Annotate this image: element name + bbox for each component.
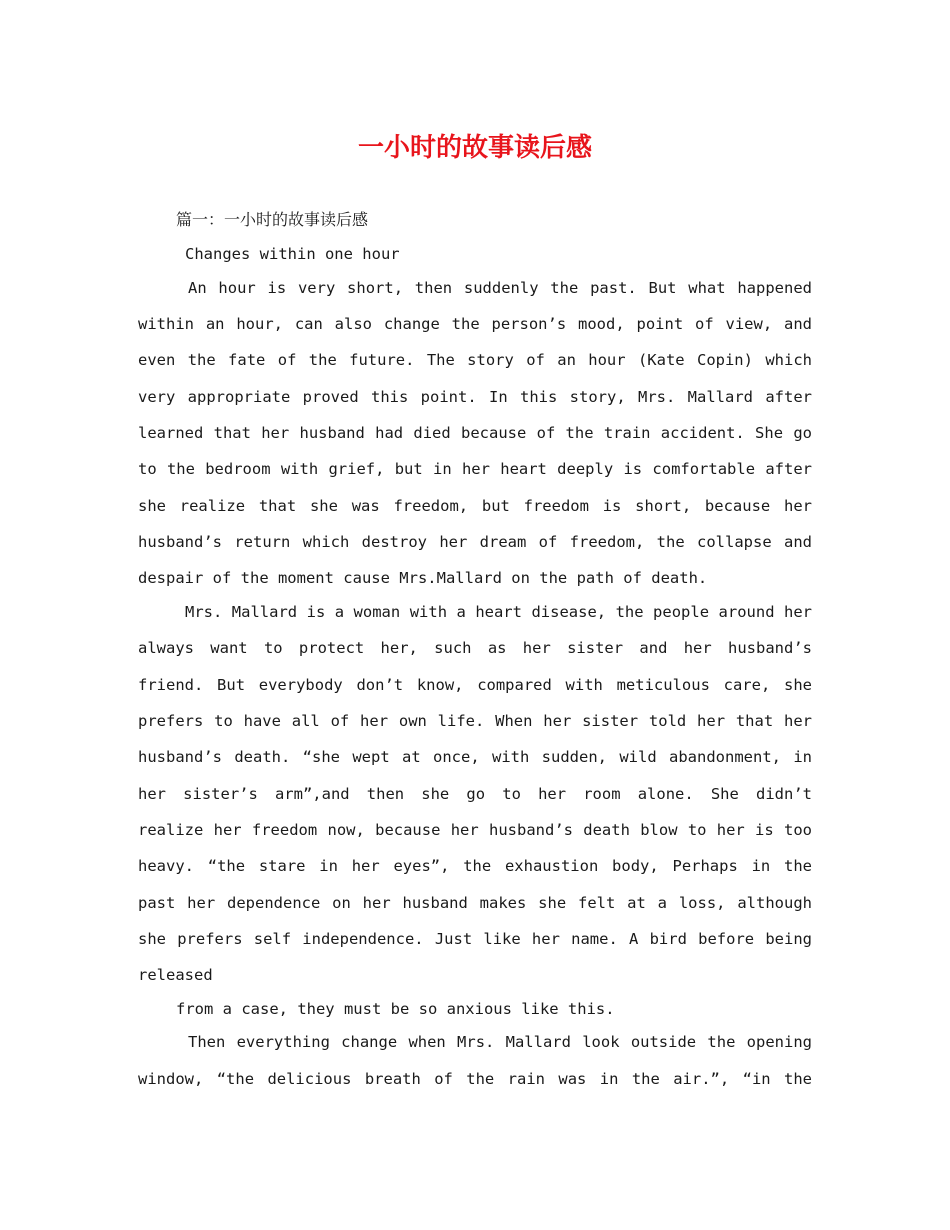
text-line: to the bedroom with grief, but in her heart deeply is comfortable after — [138, 460, 812, 478]
text-line: realize her freedom now, because her husband’s death blow to her is too — [138, 821, 812, 839]
text-line: released — [138, 966, 213, 984]
text-line: window, “the delicious breath of the rain was in the air.”, “in the — [138, 1070, 812, 1088]
section-heading: 篇一：一小时的故事读后感 — [176, 210, 369, 229]
text-line: friend. But everybody don’t know, compared with meticulous care, she — [138, 676, 812, 694]
text-line: she prefers self independence. Just like her name. A bird before being — [138, 930, 812, 948]
text-line: past her dependence on her husband makes she felt at a loss, although — [138, 894, 812, 912]
text-line: from a case, they must be so anxious like this. — [176, 1000, 615, 1018]
text-line: despair of the moment cause Mrs.Mallard on the path of death. — [138, 569, 708, 587]
text-line: heavy. “the stare in her eyes”, the exhaustion body, Perhaps in the — [138, 857, 812, 875]
text-line: her sister’s arm”,and then she go to her room alone. She didn’t — [138, 785, 812, 803]
text-line: An hour is very short, then suddenly the past. But what happened — [188, 279, 812, 297]
text-line: even the fate of the future. The story of an hour (Kate Copin) which — [138, 351, 812, 369]
text-line: husband’s death. “she wept at once, with sudden, wild abandonment, in — [138, 748, 812, 766]
subtitle: Changes within one hour — [185, 245, 400, 263]
document-title: 一小时的故事读后感 — [357, 133, 592, 163]
text-line: prefers to have all of her own life. When her sister told her that her — [138, 712, 812, 730]
text-line: always want to protect her, such as her sister and her husband’s — [138, 639, 812, 657]
text-line: she realize that she was freedom, but freedom is short, because her — [138, 497, 812, 515]
text-line: Mrs. Mallard is a woman with a heart disease, the people around her — [185, 603, 812, 621]
text-line: learned that her husband had died because of the train accident. She go — [138, 424, 812, 442]
text-line: very appropriate proved this point. In this story, Mrs. Mallard after — [138, 388, 812, 406]
text-line: Then everything change when Mrs. Mallard look outside the opening — [188, 1033, 812, 1051]
text-line: husband’s return which destroy her dream of freedom, the collapse and — [138, 533, 812, 551]
text-line: within an hour, can also change the person’s mood, point of view, and — [138, 315, 812, 333]
